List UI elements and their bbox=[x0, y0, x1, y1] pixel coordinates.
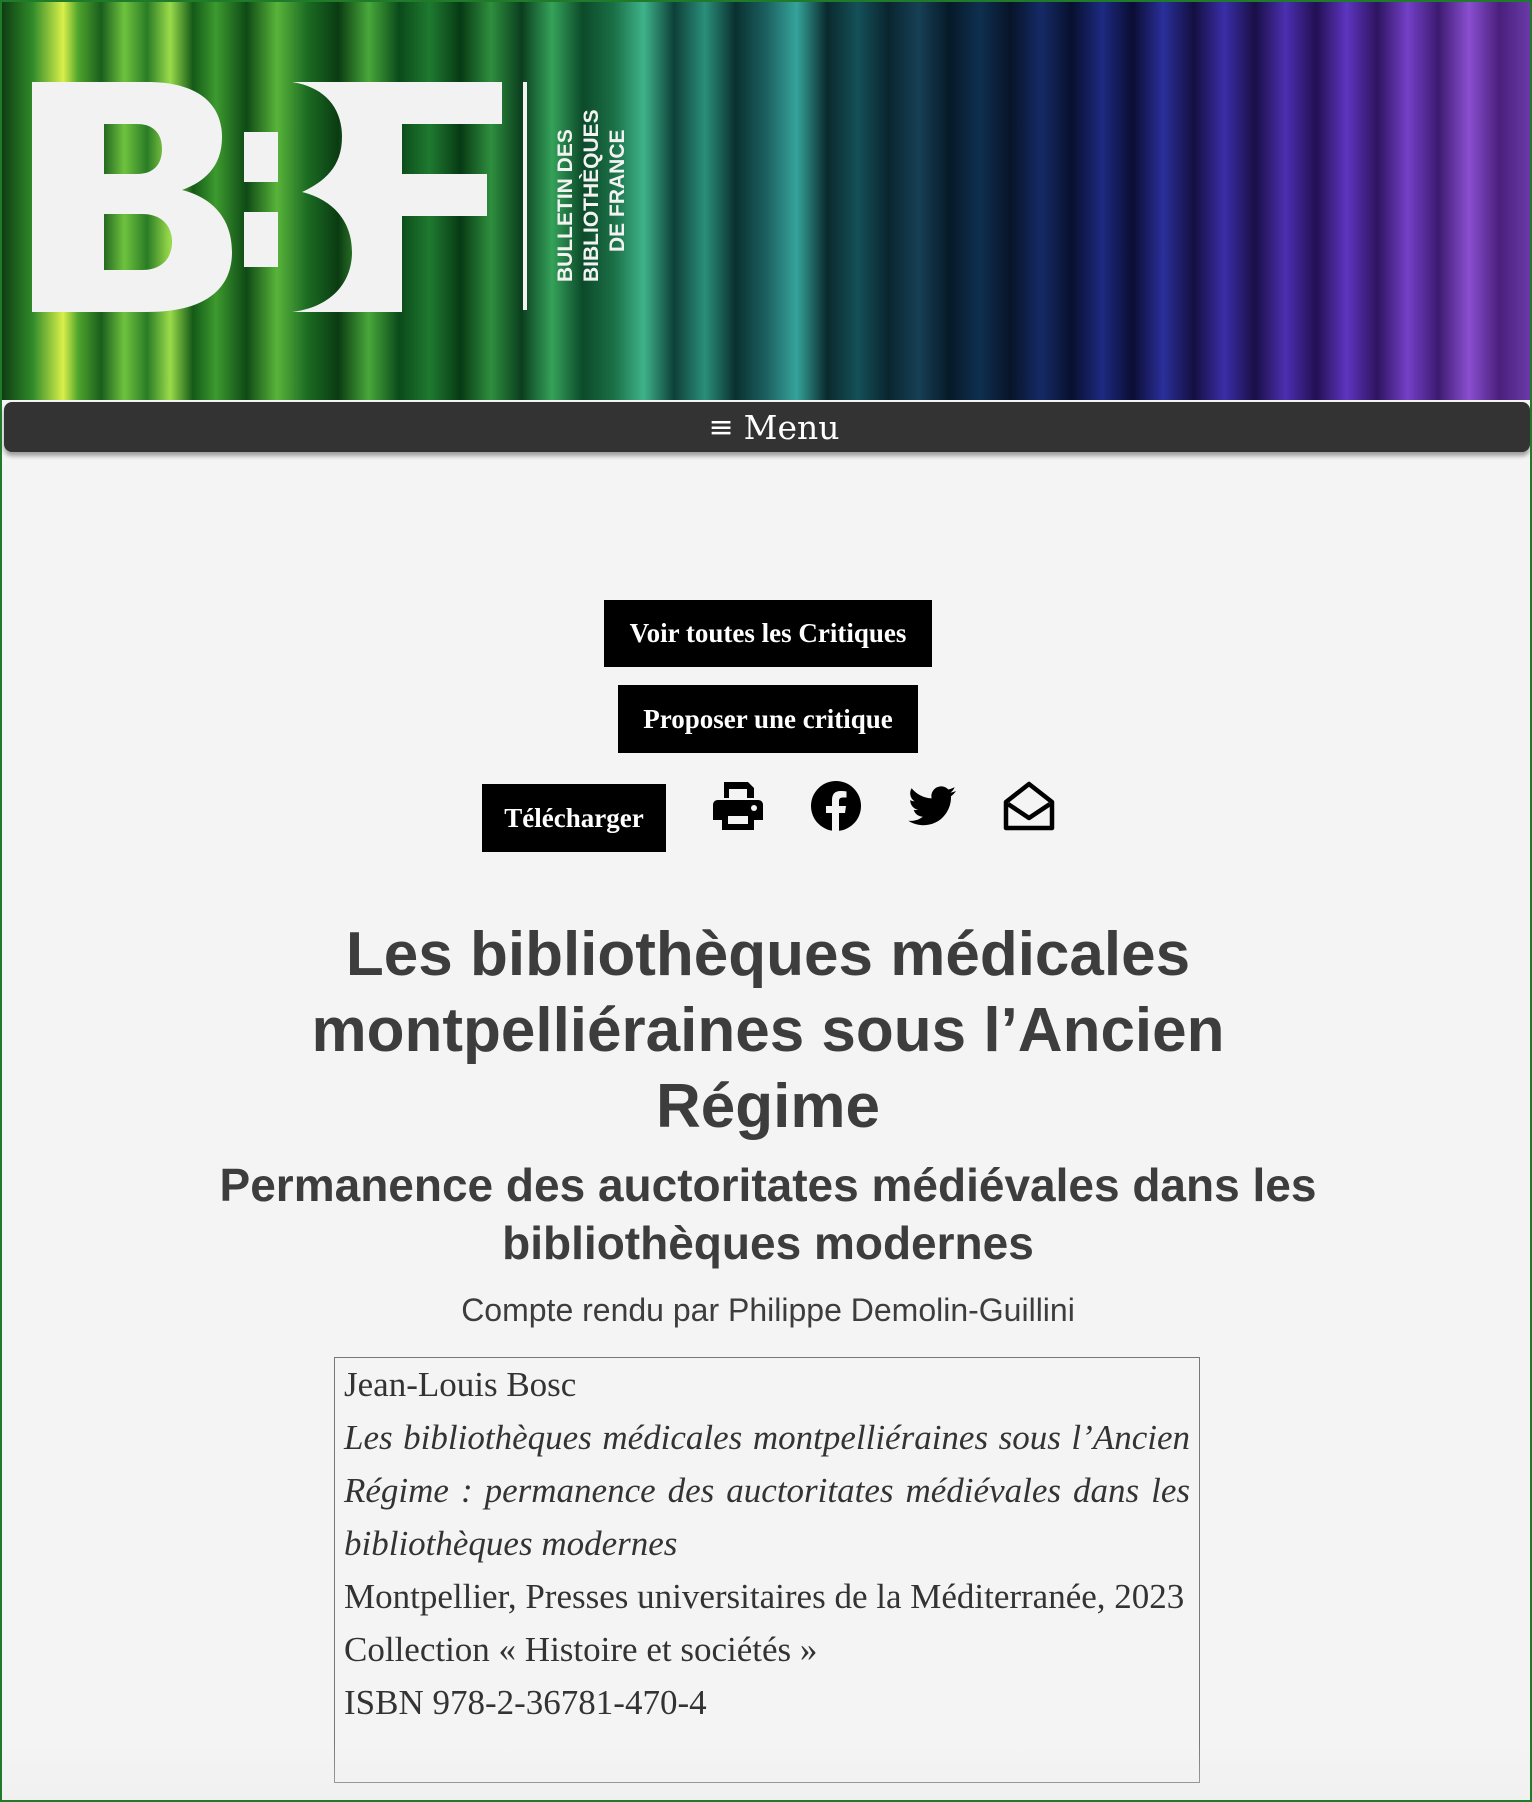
menu-label: Menu bbox=[743, 407, 840, 447]
logo-divider bbox=[523, 82, 527, 310]
bbf-logo[interactable] bbox=[32, 82, 502, 312]
twitter-icon[interactable] bbox=[906, 780, 958, 832]
mail-icon[interactable] bbox=[1003, 780, 1055, 832]
logo-subtitle-line-2: BIBLIOTHÈQUES bbox=[580, 109, 603, 282]
logo-subtitle bbox=[552, 82, 632, 282]
site-banner[interactable] bbox=[2, 2, 1530, 400]
logo-dot-bottom bbox=[244, 212, 278, 267]
article-title: Les bibliothèques médicales montpelliéraines sous l’Ancien Régime bbox=[311, 920, 1225, 1141]
byline-prefix: Compte rendu par bbox=[461, 1292, 728, 1328]
book-collection: Collection « Histoire et sociétés » bbox=[344, 1630, 818, 1669]
download-button[interactable]: Télécharger bbox=[482, 784, 666, 852]
logo-subtitle-line-3: DE FRANCE bbox=[606, 129, 629, 252]
all-reviews-button[interactable]: Voir toutes les Critiques bbox=[604, 600, 932, 667]
logo-dot-top bbox=[244, 132, 278, 182]
book-isbn: ISBN 978-2-36781-470-4 bbox=[344, 1683, 707, 1722]
logo-letter-f bbox=[292, 82, 502, 312]
facebook-icon[interactable] bbox=[810, 780, 862, 832]
logo-subtitle-line-1: BULLETIN DES bbox=[554, 129, 577, 282]
reviewer-name[interactable]: Philippe Demolin-Guillini bbox=[728, 1292, 1075, 1328]
print-icon[interactable] bbox=[712, 780, 764, 832]
book-title: Les bibliothèques médicales montpelliéraines sous l’Ancien Régime : permanence des auctoritates médiévales dans les bibliothèques modernes bbox=[344, 1418, 1190, 1563]
book-reference bbox=[334, 1357, 1200, 1783]
byline bbox=[302, 1292, 1234, 1329]
menu-button[interactable] bbox=[704, 402, 844, 452]
article-subtitle: Permanence des auctoritates médiévales dans les bibliothèques modernes bbox=[219, 1159, 1317, 1269]
logo-letter-b1 bbox=[32, 82, 232, 312]
navbar bbox=[4, 402, 1530, 452]
hamburger-icon: ≡ bbox=[708, 409, 734, 445]
book-publisher: Montpellier, Presses universitaires de la Méditerranée, 2023 bbox=[344, 1577, 1185, 1616]
propose-review-button[interactable]: Proposer une critique bbox=[618, 685, 918, 753]
book-author: Jean-Louis Bosc bbox=[344, 1365, 577, 1404]
